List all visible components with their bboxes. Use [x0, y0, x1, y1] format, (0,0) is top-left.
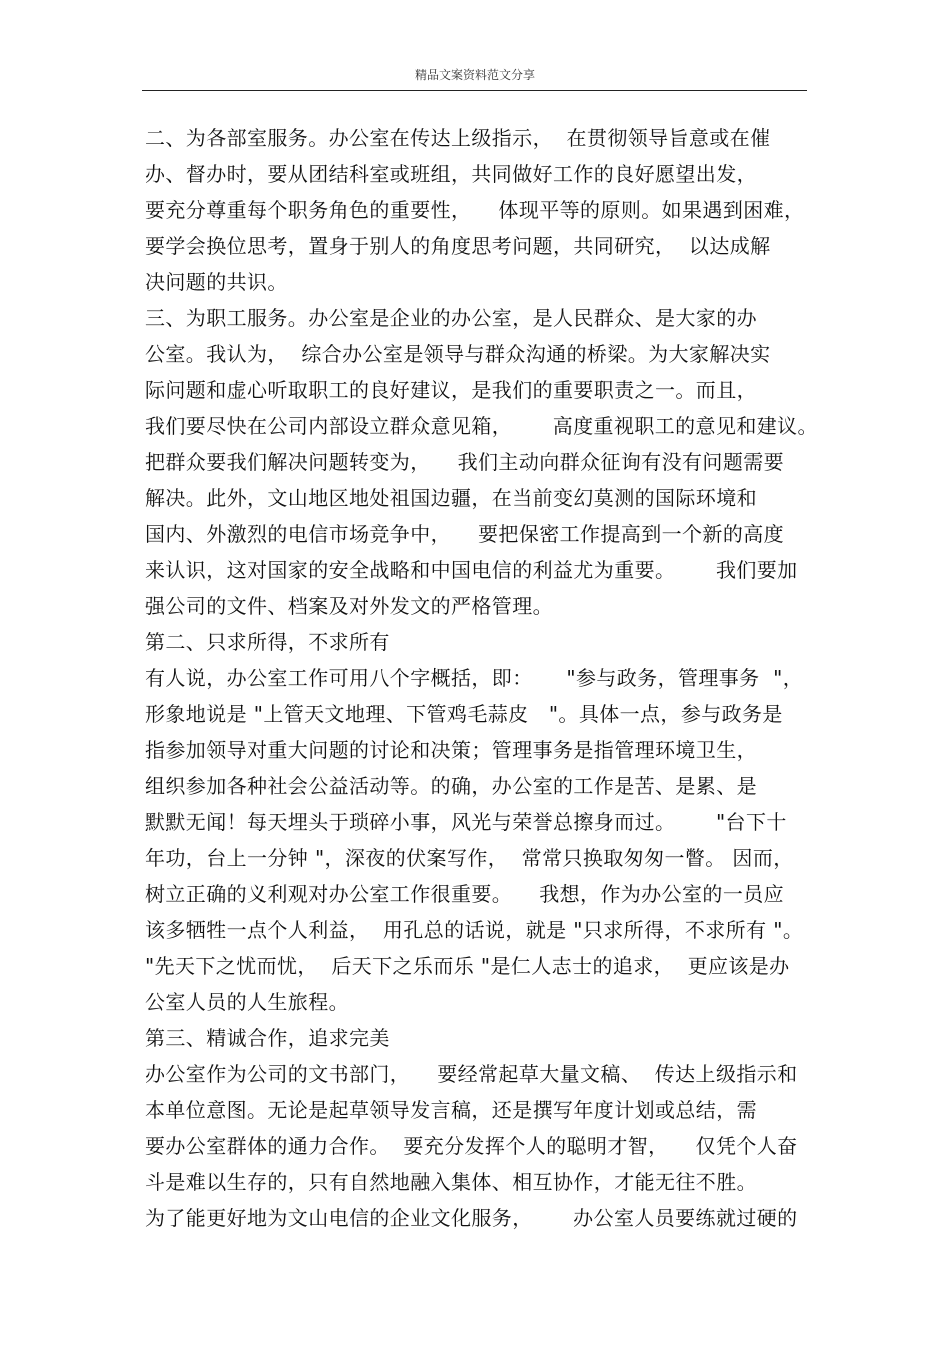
text-line: 形象地说是 "上管天文地理、下管鸡毛蒜皮 "。具体一点，参与政务是	[145, 702, 783, 726]
text-line: 第二、只求所得，不求所有	[145, 630, 390, 654]
text-line: 要充分尊重每个职务角色的重要性， 体现平等的原则。如果遇到困难，	[145, 198, 805, 222]
text-line: 默默无闻！每天埋头于琐碎小事，风光与荣誉总擦身而过。 "台下十	[145, 810, 787, 834]
text-line: 来认识，这对国家的安全战略和中国电信的利益尤为重要。 我们要加	[145, 558, 798, 582]
text-line: 决问题的共识。	[145, 270, 288, 294]
text-line: 强公司的文件、档案及对外发文的严格管理。	[145, 594, 553, 618]
page-header: 精品文案资料范文分享	[414, 68, 535, 82]
text-line: 有人说，办公室工作可用八个字概括，即： "参与政务，管理事务 "，	[145, 666, 804, 690]
document-body	[145, 120, 818, 1236]
text-line: 指参加领导对重大问题的讨论和决策；管理事务是指管理环境卫生，	[145, 738, 757, 762]
text-line: 把群众要我们解决问题转变为， 我们主动向群众征询有没有问题需要	[145, 450, 785, 474]
text-line: 斗是难以生存的，只有自然地融入集体、相互协作，才能无往不胜。	[145, 1170, 757, 1194]
text-line: 树立正确的义利观对办公室工作很重要。 我想，作为办公室的一员应	[145, 882, 785, 906]
text-line: "先天下之忧而忧， 后天下之乐而乐 "是仁人志士的追求， 更应该是办	[145, 954, 790, 978]
text-line: 三、为职工服务。办公室是企业的办公室，是人民群众、是大家的办	[145, 306, 757, 330]
text-line: 该多牺牲一点个人利益， 用孔总的话说，就是 "只求所得，不求所有 "。	[145, 918, 804, 942]
text-line: 要办公室群体的通力合作。 要充分发挥个人的聪明才智， 仅凭个人奋	[145, 1134, 798, 1158]
text-line: 要学会换位思考，置身于别人的角度思考问题，共同研究， 以达成解	[145, 234, 771, 258]
text-line: 组织参加各种社会公益活动等。的确，办公室的工作是苦、是累、是	[145, 774, 757, 798]
text-line: 年功，台上一分钟 "，深夜的伏案写作， 常常只换取匆匆一瞥。 因而，	[145, 846, 794, 870]
text-line: 我们要尽快在公司内部设立群众意见箱， 高度重视职工的意见和建议。	[145, 414, 818, 438]
text-line: 办公室作为公司的文书部门， 要经常起草大量文稿、 传达上级指示和	[145, 1062, 798, 1086]
text-line: 本单位意图。无论是起草领导发言稿，还是撰写年度计划或总结，需	[145, 1098, 757, 1122]
text-line: 第三、精诚合作，追求完美	[145, 1026, 390, 1050]
text-line: 解决。此外，文山地区地处祖国边疆，在当前变幻莫测的国际环境和	[145, 486, 757, 510]
text-line: 公室。我认为， 综合办公室是领导与群众沟通的桥梁。为大家解决实	[145, 342, 771, 366]
header-divider	[142, 90, 807, 91]
text-line: 际问题和虚心听取职工的良好建议，是我们的重要职责之一。而且，	[145, 378, 757, 402]
text-line: 公室人员的人生旅程。	[145, 990, 349, 1014]
text-line: 为了能更好地为文山电信的企业文化服务， 办公室人员要练就过硬的	[145, 1206, 798, 1230]
text-line: 二、为各部室服务。办公室在传达上级指示， 在贯彻领导旨意或在催	[145, 126, 771, 150]
text-line: 办、督办时，要从团结科室或班组，共同做好工作的良好愿望出发，	[145, 162, 757, 186]
text-line: 国内、外激烈的电信市场竞争中， 要把保密工作提高到一个新的高度	[145, 522, 785, 546]
